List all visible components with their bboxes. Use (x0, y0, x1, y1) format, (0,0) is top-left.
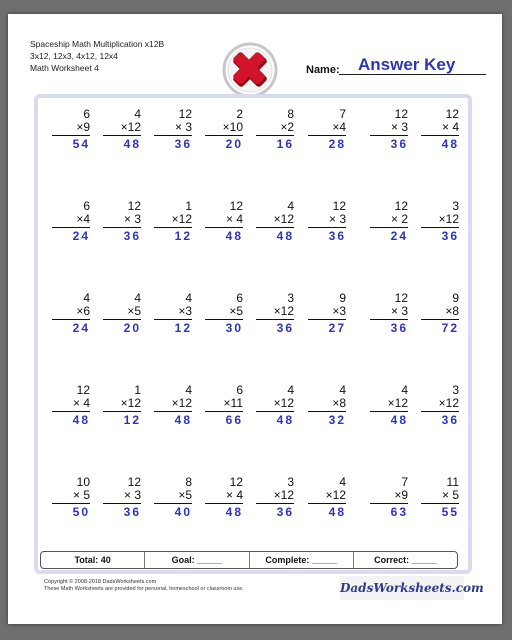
multiplicand: 12 (76, 383, 90, 397)
multiplication-problem (370, 476, 408, 519)
multiplication-problem (308, 384, 346, 427)
multiplicand: 4 (134, 291, 141, 305)
multiplication-problem (103, 200, 141, 243)
answer-rule (308, 503, 346, 504)
answer-rule (103, 503, 141, 504)
multiplication-problem (52, 384, 90, 427)
multiplication-problem (154, 292, 192, 335)
answer-rule (256, 411, 294, 412)
multiplier: ×4 (76, 212, 90, 226)
multiplicand: 12 (229, 475, 243, 489)
multiplier: ×5 (178, 488, 192, 502)
answer-rule (154, 227, 192, 228)
answer-rule (205, 227, 243, 228)
multiplier: ×12 (273, 396, 294, 410)
multiplication-problem (205, 200, 243, 243)
multiplier: × 2 (390, 212, 408, 226)
worksheet-facts: 3x12, 12x3, 4x12, 12x4 (30, 51, 118, 61)
multiplier: ×3 (332, 304, 346, 318)
answer-rule (154, 411, 192, 412)
multiplication-problem (103, 384, 141, 427)
multiplier: ×12 (120, 120, 141, 134)
answer-rule (308, 411, 346, 412)
product-answer: 36 (441, 229, 459, 243)
goal-cell: Goal: _____ (145, 552, 249, 568)
multiplier: × 3 (390, 304, 408, 318)
multiplicand: 4 (83, 291, 90, 305)
product-answer: 28 (328, 137, 346, 151)
multiplicand: 10 (76, 475, 90, 489)
answer-rule (421, 319, 459, 320)
multiplier: ×12 (171, 396, 192, 410)
multiplier: ×12 (120, 396, 141, 410)
multiplicand: 4 (339, 475, 346, 489)
multiplier: × 3 (390, 120, 408, 134)
product-answer: 48 (276, 229, 294, 243)
multiplier: ×5 (229, 304, 243, 318)
multiplicand: 3 (287, 475, 294, 489)
product-answer: 36 (441, 413, 459, 427)
answer-rule (421, 135, 459, 136)
answer-rule (370, 319, 408, 320)
answer-rule (205, 319, 243, 320)
multiplication-problem (421, 384, 459, 427)
multiplicand: 12 (332, 199, 346, 213)
product-answer: 24 (390, 229, 408, 243)
multiplier: ×12 (438, 396, 459, 410)
answer-rule (103, 411, 141, 412)
multiplier: ×6 (76, 304, 90, 318)
product-answer: 36 (390, 321, 408, 335)
answer-rule (421, 411, 459, 412)
red-x-answer-key-icon (222, 42, 278, 98)
problem-row (40, 292, 466, 352)
multiplicand: 4 (339, 383, 346, 397)
answer-rule (154, 135, 192, 136)
product-answer: 48 (276, 413, 294, 427)
multiplier: × 3 (123, 488, 141, 502)
multiplier: ×8 (445, 304, 459, 318)
multiplier: × 4 (225, 212, 243, 226)
answer-rule (103, 135, 141, 136)
product-answer: 24 (72, 321, 90, 335)
multiplicand: 8 (287, 107, 294, 121)
multiplicand: 12 (445, 107, 459, 121)
product-answer: 12 (174, 321, 192, 335)
multiplier: ×11 (223, 396, 243, 410)
correct-cell: Correct: _____ (374, 555, 437, 565)
answer-rule (103, 227, 141, 228)
product-answer: 20 (123, 321, 141, 335)
multiplicand: 4 (287, 199, 294, 213)
multiplicand: 12 (394, 199, 408, 213)
answer-rule (370, 135, 408, 136)
multiplication-problem (103, 108, 141, 151)
answer-rule (370, 227, 408, 228)
multiplicand: 3 (452, 383, 459, 397)
multiplicand: 12 (127, 199, 141, 213)
name-field (306, 54, 486, 76)
product-answer: 16 (276, 137, 294, 151)
answer-rule (256, 227, 294, 228)
multiplicand: 7 (339, 107, 346, 121)
product-answer: 66 (225, 413, 243, 427)
answer-rule (52, 135, 90, 136)
multiplication-problem (370, 384, 408, 427)
copyright-notice (44, 579, 244, 593)
product-answer: 36 (123, 505, 141, 519)
answer-rule (205, 503, 243, 504)
multiplicand: 4 (287, 383, 294, 397)
answer-rule (421, 503, 459, 504)
product-answer: 20 (225, 137, 243, 151)
product-answer: 54 (72, 137, 90, 151)
total-cell: Total: 40 (41, 552, 145, 568)
worksheet-title: Spaceship Math Multiplication x12B (30, 39, 165, 49)
multiplicand: 3 (452, 199, 459, 213)
multiplier: ×12 (273, 304, 294, 318)
answer-rule (256, 135, 294, 136)
multiplication-problem (421, 476, 459, 519)
multiplication-problem (370, 108, 408, 151)
multiplicand: 1 (134, 383, 141, 397)
answer-rule (308, 227, 346, 228)
multiplier: × 4 (441, 120, 459, 134)
multiplicand: 1 (185, 199, 192, 213)
multiplier: ×12 (171, 212, 192, 226)
multiplicand: 12 (394, 107, 408, 121)
multiplication-problem (256, 384, 294, 427)
product-answer: 48 (174, 413, 192, 427)
answer-rule (308, 319, 346, 320)
multiplicand: 6 (83, 107, 90, 121)
product-answer: 72 (441, 321, 459, 335)
answer-rule (308, 135, 346, 136)
product-answer: 36 (276, 321, 294, 335)
product-answer: 32 (328, 413, 346, 427)
multiplication-problem (308, 292, 346, 335)
product-answer: 27 (328, 321, 346, 335)
answer-rule (154, 503, 192, 504)
multiplication-problem (205, 476, 243, 519)
multiplier: ×12 (387, 396, 408, 410)
worksheet-header (30, 38, 164, 74)
multiplicand: 9 (339, 291, 346, 305)
product-answer: 50 (72, 505, 90, 519)
multiplication-problem (52, 108, 90, 151)
multiplier: × 3 (123, 212, 141, 226)
product-answer: 48 (225, 505, 243, 519)
problem-row (40, 384, 466, 444)
multiplication-problem (154, 384, 192, 427)
product-answer: 12 (174, 229, 192, 243)
multiplier: ×4 (332, 120, 346, 134)
product-answer: 48 (328, 505, 346, 519)
multiplication-problem (103, 292, 141, 335)
usage-line: These Math Worksheets are provided for personal, homeschool or classroom use. (44, 586, 244, 592)
answer-rule (52, 319, 90, 320)
multiplier: ×12 (438, 212, 459, 226)
complete-cell: Complete: _____ (250, 552, 354, 568)
score-bar (40, 551, 458, 569)
multiplication-problem (52, 292, 90, 335)
answer-rule (154, 319, 192, 320)
multiplicand: 4 (185, 291, 192, 305)
product-answer: 48 (72, 413, 90, 427)
multiplication-problem (421, 292, 459, 335)
multiplication-problem (308, 476, 346, 519)
multiplicand: 4 (401, 383, 408, 397)
multiplicand: 3 (287, 291, 294, 305)
multiplication-problem (256, 200, 294, 243)
multiplier: ×9 (394, 488, 408, 502)
product-answer: 40 (174, 505, 192, 519)
answer-key-label: Answer Key (358, 55, 456, 74)
multiplication-problem (256, 292, 294, 335)
answer-rule (370, 411, 408, 412)
multiplicand: 4 (134, 107, 141, 121)
product-answer: 36 (390, 137, 408, 151)
multiplication-problem (52, 476, 90, 519)
problem-row (40, 108, 466, 168)
multiplication-problem (205, 108, 243, 151)
copyright-line: Copyright © 2008-2018 DadsWorksheets.com (44, 579, 157, 585)
multiplier: × 4 (72, 396, 90, 410)
answer-rule (205, 411, 243, 412)
multiplicand: 12 (229, 199, 243, 213)
multiplicand: 12 (178, 107, 192, 121)
product-answer: 55 (441, 505, 459, 519)
multiplier: ×12 (273, 212, 294, 226)
product-answer: 30 (225, 321, 243, 335)
product-answer: 48 (390, 413, 408, 427)
multiplier: ×12 (325, 488, 346, 502)
multiplicand: 7 (401, 475, 408, 489)
multiplication-problem (308, 108, 346, 151)
multiplication-problem (256, 108, 294, 151)
answer-rule (103, 319, 141, 320)
answer-rule (256, 319, 294, 320)
multiplicand: 12 (127, 475, 141, 489)
multiplicand: 2 (236, 107, 243, 121)
multiplier: × 5 (72, 488, 90, 502)
product-answer: 36 (276, 505, 294, 519)
answer-rule (421, 227, 459, 228)
multiplication-problem (256, 476, 294, 519)
multiplication-problem (154, 108, 192, 151)
multiplier: ×3 (178, 304, 192, 318)
multiplicand: 8 (185, 475, 192, 489)
multiplier: ×2 (280, 120, 294, 134)
product-answer: 36 (123, 229, 141, 243)
multiplier: × 5 (441, 488, 459, 502)
multiplication-problem (103, 476, 141, 519)
multiplier: ×10 (222, 120, 243, 134)
multiplicand: 4 (185, 383, 192, 397)
product-answer: 48 (123, 137, 141, 151)
multiplier: ×8 (332, 396, 346, 410)
product-answer: 12 (123, 413, 141, 427)
multiplication-problem (421, 108, 459, 151)
multiplication-problem (154, 200, 192, 243)
multiplicand: 9 (452, 291, 459, 305)
multiplication-problem (205, 292, 243, 335)
multiplication-problem (205, 384, 243, 427)
multiplier: ×12 (273, 488, 294, 502)
multiplicand: 11 (446, 475, 459, 489)
answer-rule (52, 227, 90, 228)
product-answer: 24 (72, 229, 90, 243)
problem-row (40, 200, 466, 260)
multiplier: ×9 (76, 120, 90, 134)
multiplication-problem (421, 200, 459, 243)
worksheet-number: Math Worksheet 4 (30, 63, 99, 73)
answer-rule (256, 503, 294, 504)
multiplication-problem (370, 292, 408, 335)
multiplier: ×5 (127, 304, 141, 318)
product-answer: 36 (328, 229, 346, 243)
answer-rule (370, 503, 408, 504)
multiplication-problem (370, 200, 408, 243)
multiplicand: 12 (394, 291, 408, 305)
product-answer: 48 (441, 137, 459, 151)
answer-rule (52, 503, 90, 504)
multiplier: × 3 (328, 212, 346, 226)
multiplicand: 6 (83, 199, 90, 213)
multiplication-problem (154, 476, 192, 519)
problem-row (40, 476, 466, 536)
multiplication-problem (308, 200, 346, 243)
product-answer: 36 (174, 137, 192, 151)
multiplier: × 3 (174, 120, 192, 134)
name-label: Name: (306, 64, 340, 76)
answer-rule (205, 135, 243, 136)
product-answer: 48 (225, 229, 243, 243)
brand-logo: DadsWorksheets.com (340, 576, 464, 600)
multiplicand: 6 (236, 291, 243, 305)
multiplier: × 4 (225, 488, 243, 502)
multiplication-problem (52, 200, 90, 243)
product-answer: 63 (390, 505, 408, 519)
answer-rule (52, 411, 90, 412)
multiplicand: 6 (236, 383, 243, 397)
